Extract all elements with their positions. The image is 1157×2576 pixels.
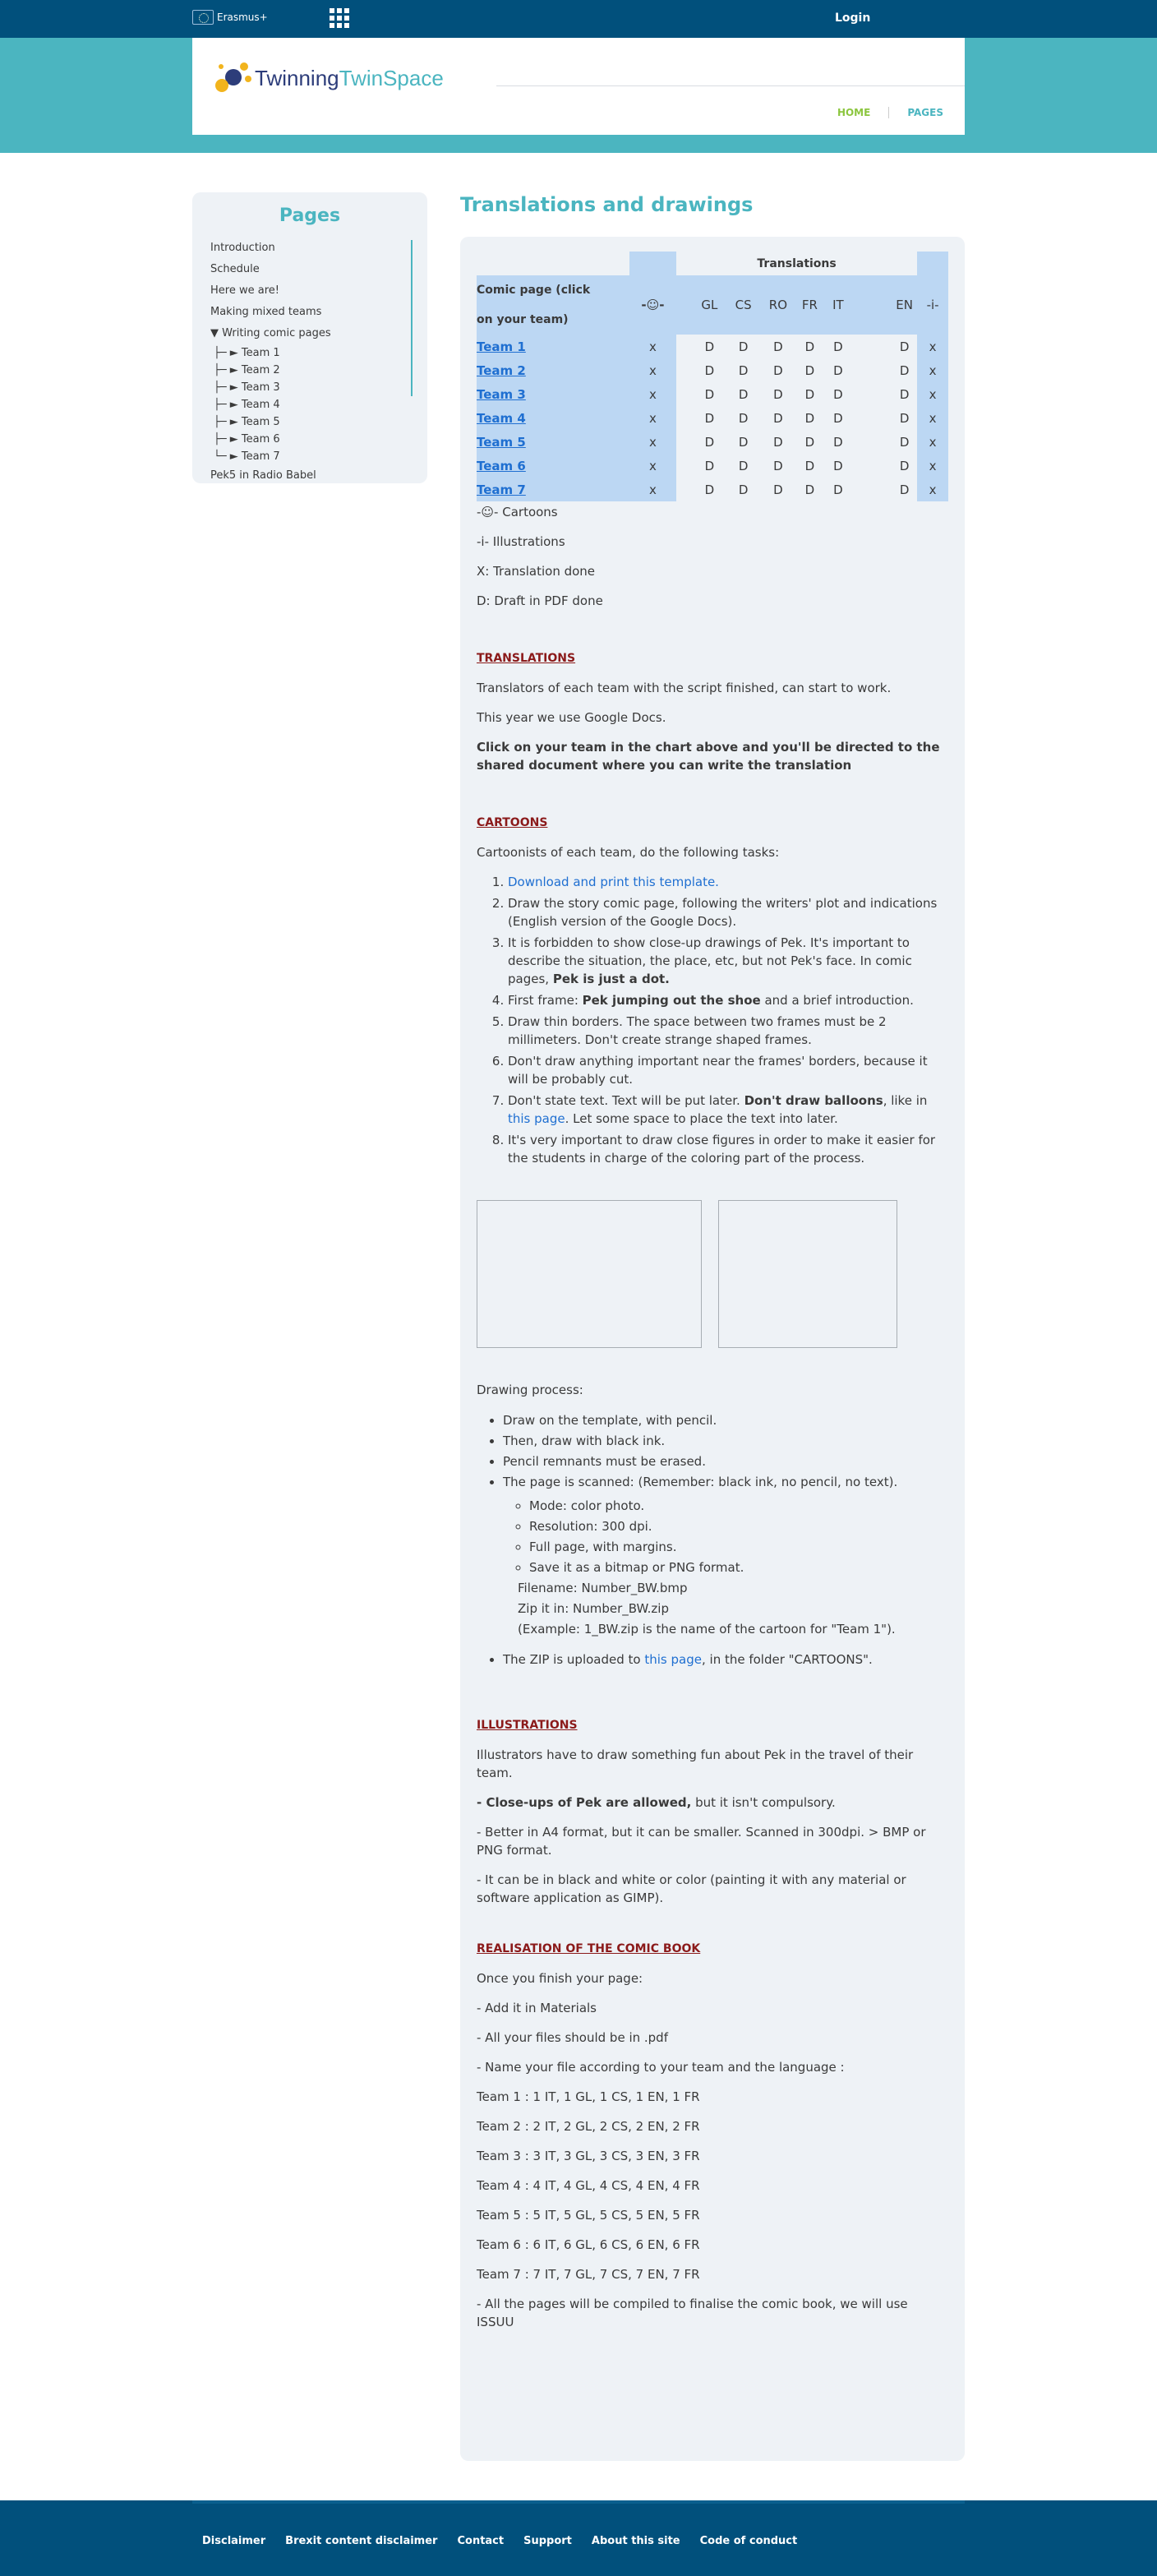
lang-status-gl: D — [704, 482, 715, 497]
task-3-bold: Pek is just a dot. — [552, 972, 670, 986]
illustrations-p2-bold: - Close-ups of Pek are allowed, — [477, 1795, 692, 1810]
scan-format: ◦ Save it as a bitmap or PNG format. — [529, 1558, 948, 1578]
lang-status-ro: D — [773, 386, 783, 402]
pages-sidebar — [192, 192, 427, 483]
lang-status-cs: D — [738, 362, 749, 378]
lang-status-ro: D — [773, 362, 783, 378]
lang-status-it: D — [833, 362, 843, 378]
nav-pages[interactable]: PAGES — [907, 107, 943, 118]
comic-page-header: Comic page (click on your team) — [477, 284, 591, 326]
illustrations-p2-tail: but it isn't compulsory. — [691, 1795, 836, 1810]
example-line: (Example: 1_BW.zip is the name of the cartoon for "Team 1"). — [518, 1622, 896, 1637]
translations-p2: This year we use Google Docs. — [477, 710, 666, 725]
nav-separator — [888, 107, 889, 118]
process-step-1: • Draw on the template, with pencil. — [503, 1410, 948, 1431]
team-link-7[interactable]: Team 7 — [477, 482, 526, 497]
legend — [477, 503, 948, 610]
lang-header-ro: RO — [768, 298, 788, 312]
lang-status-fr: D — [804, 386, 815, 402]
upload-page-link[interactable]: this page — [644, 1652, 702, 1667]
top-bar — [0, 0, 1157, 38]
lang-status-fr: D — [804, 410, 815, 426]
spacer-cell — [852, 478, 892, 501]
task-7-text: Don't state text. Text will be put later. — [508, 1093, 744, 1108]
cartoon-tasks — [477, 873, 948, 1167]
cartoon-column-header: -☺- — [641, 298, 665, 312]
cartoon-status: x — [629, 478, 676, 501]
sidebar-title: Pages — [279, 205, 341, 226]
lang-status-it: D — [833, 339, 843, 354]
task-8: 8. It's very important to draw close figures in order to make it easier for the students in charge of the coloring part of the process. — [508, 1131, 948, 1167]
illustration-status: x — [917, 335, 948, 358]
lang-status-cs: D — [738, 482, 749, 497]
illustration-status: x — [917, 406, 948, 430]
sidebar-subitem-team-1[interactable]: ├─ ► Team 1 — [214, 347, 280, 359]
template-download-link[interactable]: Download and print this template. — [508, 875, 719, 889]
illustrations-p4: - It can be in black and white or color (painting it with any material or software application as GIMP). — [477, 1872, 906, 1905]
team-cell — [477, 478, 629, 501]
upload-text: The ZIP is uploaded to — [503, 1652, 645, 1667]
table-header-row-1 — [477, 252, 948, 275]
lang-status-en: D — [899, 410, 910, 426]
filename-line: Filename: Number_BW.bmp — [518, 1581, 688, 1595]
task-7 — [508, 1092, 948, 1128]
illustrations-p2 — [477, 1794, 948, 1812]
task-4-bold: Pek jumping out the shoe — [582, 993, 761, 1008]
translations-table — [477, 252, 948, 501]
spacer-cell — [852, 406, 892, 430]
sidebar-subitem-team-7[interactable]: └─ ► Team 7 — [214, 450, 280, 463]
lang-status-it: D — [833, 482, 843, 497]
sidebar-subitem-team-4[interactable]: ├─ ► Team 4 — [214, 399, 280, 411]
table-row — [477, 406, 948, 430]
sidebar-scrollbar[interactable] — [411, 240, 413, 396]
realisation-line: - Add it in Materials — [477, 2001, 597, 2015]
team-cell — [477, 358, 629, 382]
lang-status-it: D — [833, 386, 843, 402]
cartoon-status: x — [629, 335, 676, 358]
table-row — [477, 454, 948, 478]
task-7-mid: , like in — [883, 1093, 928, 1108]
legend-cartoons: -☺- Cartoons — [477, 505, 558, 519]
lang-status-fr: D — [804, 362, 815, 378]
sidebar-item-introduction[interactable]: Introduction — [210, 242, 275, 254]
footer-rule — [192, 2500, 965, 2504]
twinspace-logo[interactable] — [210, 58, 444, 99]
sidebar-subitem-team-3[interactable]: ├─ ► Team 3 — [214, 381, 280, 394]
scan-mode: ◦ Mode: color photo. — [529, 1496, 948, 1517]
process-step-5 — [503, 1650, 948, 1670]
realisation-line: Team 2 : 2 IT, 2 GL, 2 CS, 2 EN, 2 FR — [477, 2119, 700, 2134]
illustration-status: x — [917, 454, 948, 478]
process-step-2: • Then, draw with black ink. — [503, 1431, 948, 1452]
divider — [496, 85, 965, 86]
translations-heading: TRANSLATIONS — [477, 652, 576, 665]
realisation-heading: REALISATION OF THE COMIC BOOK — [477, 1942, 701, 1955]
footer — [0, 2500, 1157, 2576]
scan-resolution: ◦ Resolution: 300 dpi. — [529, 1517, 948, 1537]
cartoons-heading: CARTOONS — [477, 816, 548, 829]
cartoon-status: x — [629, 430, 676, 454]
page-title: Translations and drawings — [460, 193, 754, 216]
realisation-line: Team 4 : 4 IT, 4 GL, 4 CS, 4 EN, 4 FR — [477, 2178, 700, 2193]
lang-status-cs: D — [738, 458, 749, 473]
upload-tail: , in the folder "CARTOONS". — [701, 1652, 873, 1667]
footer-links — [202, 2535, 797, 2547]
lang-status-en: D — [899, 458, 910, 473]
task-7-tail: . Let some space to place the text into later. — [565, 1111, 838, 1126]
file-naming — [503, 1578, 948, 1640]
main-content — [460, 192, 965, 2461]
lang-status-fr: D — [804, 482, 815, 497]
team-cell — [477, 406, 629, 430]
sidebar-item-schedule[interactable]: Schedule — [210, 263, 260, 275]
apps-grid-icon[interactable] — [330, 8, 349, 28]
lang-status-cs: D — [738, 434, 749, 450]
task-7-bold: Don't draw balloons — [744, 1093, 883, 1108]
header-card — [192, 38, 965, 135]
legend-translation-done: X: Translation done — [477, 564, 596, 579]
process-step-4-text: The page is scanned: (Remember: black ink, no pencil, no text). — [503, 1475, 898, 1489]
table-row — [477, 335, 948, 358]
table-row — [477, 430, 948, 454]
lang-status-ro: D — [773, 482, 783, 497]
realisation-line: Team 3 : 3 IT, 3 GL, 3 CS, 3 EN, 3 FR — [477, 2149, 700, 2163]
spacer-cell — [676, 478, 693, 501]
realisation-line: Once you finish your page: — [477, 1971, 643, 1986]
cartoon-status: x — [629, 454, 676, 478]
lang-status-gl: D — [704, 362, 715, 378]
lang-status-gl: D — [704, 458, 715, 473]
spacer-cell — [676, 335, 693, 358]
table-row — [477, 382, 948, 406]
spacer-cell — [852, 358, 892, 382]
spacer-cell — [676, 382, 693, 406]
lang-status-fr: D — [804, 434, 815, 450]
scan-full-page: ◦ Full page, with margins. — [529, 1537, 948, 1558]
spacer-cell — [676, 358, 693, 382]
realisation-section — [477, 1940, 948, 2331]
footer-disclaimer[interactable]: Disclaimer — [202, 2535, 266, 2547]
pages-list — [192, 238, 427, 482]
task-3 — [508, 934, 948, 988]
legend-draft-done: D: Draft in PDF done — [477, 593, 603, 608]
lang-status-en: D — [899, 482, 910, 497]
lang-status-ro: D — [773, 434, 783, 450]
spacer-cell — [676, 454, 693, 478]
realisation-line: Team 1 : 1 IT, 1 GL, 1 CS, 1 EN, 1 FR — [477, 2089, 700, 2104]
sidebar-subitem-team-6[interactable]: ├─ ► Team 6 — [214, 433, 280, 445]
illus-column-header: -i- — [926, 298, 939, 312]
footer-contact[interactable]: Contact — [457, 2535, 505, 2547]
table-header-row-2 — [477, 275, 948, 335]
spacer-cell — [852, 454, 892, 478]
table-row — [477, 358, 948, 382]
scan-settings-list — [503, 1496, 948, 1578]
illustrations-section — [477, 1716, 948, 1907]
lang-header-fr: FR — [801, 298, 818, 312]
lang-status-cs: D — [738, 339, 749, 354]
brand-twinspace: TwinSpace — [339, 65, 444, 90]
lang-status-fr: D — [804, 458, 815, 473]
this-page-link[interactable]: this page — [508, 1111, 565, 1126]
lang-header-en: EN — [896, 298, 913, 312]
realisation-line: Team 6 : 6 IT, 6 GL, 6 CS, 6 EN, 6 FR — [477, 2237, 700, 2252]
lang-status-fr: D — [804, 339, 815, 354]
task-4-text: First frame: — [508, 993, 583, 1008]
translations-section — [477, 649, 948, 774]
lang-status-ro: D — [773, 339, 783, 354]
task-6: 6. Don't draw anything important near the frames' borders, because it will be probably cut. — [508, 1052, 948, 1088]
drawing-process-list — [477, 1410, 948, 1670]
spacer-cell — [676, 406, 693, 430]
lang-status-gl: D — [704, 339, 715, 354]
illustrations-p3: - Better in A4 format, but it can be smaller. Scanned in 300dpi. > BMP or PNG format. — [477, 1825, 926, 1858]
nav-home[interactable]: HOME — [837, 107, 871, 118]
sidebar-item-making-mixed-teams[interactable]: Making mixed teams — [210, 306, 322, 318]
lang-status-en: D — [899, 386, 910, 402]
lang-status-gl: D — [704, 410, 715, 426]
example-images — [477, 1200, 948, 1348]
eu-flag-icon — [192, 10, 214, 25]
zip-line: Zip it in: Number_BW.zip — [518, 1601, 669, 1616]
realisation-line: - Name your file according to your team and the language : — [477, 2060, 845, 2075]
login-link[interactable]: Login — [835, 12, 871, 25]
illustration-status: x — [917, 358, 948, 382]
translations-p1: Translators of each team with the script finished, can start to work. — [477, 681, 892, 695]
illustration-status: x — [917, 430, 948, 454]
main-nav — [837, 107, 943, 118]
team-link-1[interactable]: Team 1 — [477, 339, 526, 354]
process-step-3: • Pencil remnants must be erased. — [503, 1452, 948, 1472]
cartoon-status: x — [629, 406, 676, 430]
lang-status-cs: D — [738, 386, 749, 402]
lang-header-it: IT — [832, 298, 844, 312]
illustration-status: x — [917, 382, 948, 406]
realisation-line: Team 5 : 5 IT, 5 GL, 5 CS, 5 EN, 5 FR — [477, 2208, 700, 2223]
drawing-process-title: Drawing process: — [477, 1383, 583, 1397]
footer-support[interactable]: Support — [523, 2535, 572, 2547]
task-3-text: It is forbidden to show close-up drawings of Pek. It's important to describe the situation, the place, etc, but not Pek's face. In comic pages, — [508, 935, 912, 986]
translations-p3: Click on your team in the chart above and you'll be directed to the shared document where you can write the translation — [477, 740, 940, 773]
lang-status-ro: D — [773, 458, 783, 473]
sidebar-subitem-team-2[interactable]: ├─ ► Team 2 — [214, 364, 280, 376]
sidebar-item-writing-comic-pages[interactable]: ▼ Writing comic pages — [210, 327, 331, 339]
task-2: 2. Draw the story comic page, following the writers' plot and indications (English version of the Google Docs). — [508, 894, 948, 930]
cartoons-section — [477, 814, 948, 1670]
team-link-6[interactable]: Team 6 — [477, 458, 526, 473]
footer-about[interactable]: About this site — [591, 2535, 680, 2547]
erasmus-logo[interactable] — [192, 10, 268, 25]
illustrations-p1: Illustrators have to draw something fun about Pek in the travel of their team. — [477, 1747, 914, 1780]
spacer-cell — [676, 430, 693, 454]
lang-status-gl: D — [704, 434, 715, 450]
lang-status-en: D — [899, 434, 910, 450]
realisation-line: Team 7 : 7 IT, 7 GL, 7 CS, 7 EN, 7 FR — [477, 2267, 700, 2282]
team-cell — [477, 430, 629, 454]
cartoon-status: x — [629, 382, 676, 406]
lang-header-cs: CS — [735, 298, 752, 312]
content-panel — [460, 237, 965, 2461]
task-4 — [508, 991, 948, 1009]
erasmus-label: Erasmus+ — [217, 12, 268, 23]
process-step-4 — [503, 1472, 948, 1640]
lang-status-cs: D — [738, 410, 749, 426]
team-cell — [477, 454, 629, 478]
spacer-cell — [852, 382, 892, 406]
realisation-line: - All your files should be in .pdf — [477, 2030, 668, 2045]
lang-status-ro: D — [773, 410, 783, 426]
table-body — [477, 335, 948, 501]
lang-status-it: D — [833, 410, 843, 426]
lang-status-it: D — [833, 458, 843, 473]
task-1 — [508, 873, 948, 891]
cartoons-intro: Cartoonists of each team, do the following tasks: — [477, 845, 780, 860]
translations-header: Translations — [757, 256, 837, 270]
spacer-cell — [852, 430, 892, 454]
team-link-2[interactable]: Team 2 — [477, 362, 526, 378]
lang-header-gl: GL — [701, 298, 718, 312]
illustrations-heading: ILLUSTRATIONS — [477, 1719, 578, 1732]
realisation-line: - All the pages will be compiled to finalise the comic book, we will use ISSUU — [477, 2297, 908, 2329]
team-link-3[interactable]: Team 3 — [477, 386, 526, 402]
lang-status-en: D — [899, 362, 910, 378]
task-5: 5. Draw thin borders. The space between two frames must be 2 millimeters. Don't create strange shaped frames. — [508, 1013, 948, 1049]
legend-illustrations: -i- Illustrations — [477, 534, 565, 549]
twinning-logo-icon — [210, 58, 258, 99]
task-4-tail: and a brief introduction. — [760, 993, 914, 1008]
realisation-lines — [477, 1969, 948, 2331]
header-banner — [0, 38, 1157, 153]
team-link-4[interactable]: Team 4 — [477, 410, 526, 426]
sidebar-item-pek5-radio-babel[interactable]: Pek5 in Radio Babel — [210, 469, 316, 482]
footer-brexit-disclaimer[interactable]: Brexit content disclaimer — [285, 2535, 438, 2547]
lang-status-it: D — [833, 434, 843, 450]
team-cell — [477, 382, 629, 406]
sidebar-subitem-team-5[interactable]: ├─ ► Team 5 — [214, 416, 280, 428]
lang-status-en: D — [899, 339, 910, 354]
example-image-1[interactable] — [477, 1200, 702, 1348]
brand-twinning: Twinning — [255, 65, 339, 90]
footer-code-of-conduct[interactable]: Code of conduct — [699, 2535, 798, 2547]
example-image-2[interactable] — [718, 1200, 897, 1348]
illustration-status: x — [917, 478, 948, 501]
spacer-cell — [852, 335, 892, 358]
sidebar-item-here-we-are[interactable]: Here we are! — [210, 284, 279, 297]
cartoon-status: x — [629, 358, 676, 382]
lang-status-gl: D — [704, 386, 715, 402]
team-link-5[interactable]: Team 5 — [477, 434, 526, 450]
team-cell — [477, 335, 629, 358]
table-row — [477, 478, 948, 501]
